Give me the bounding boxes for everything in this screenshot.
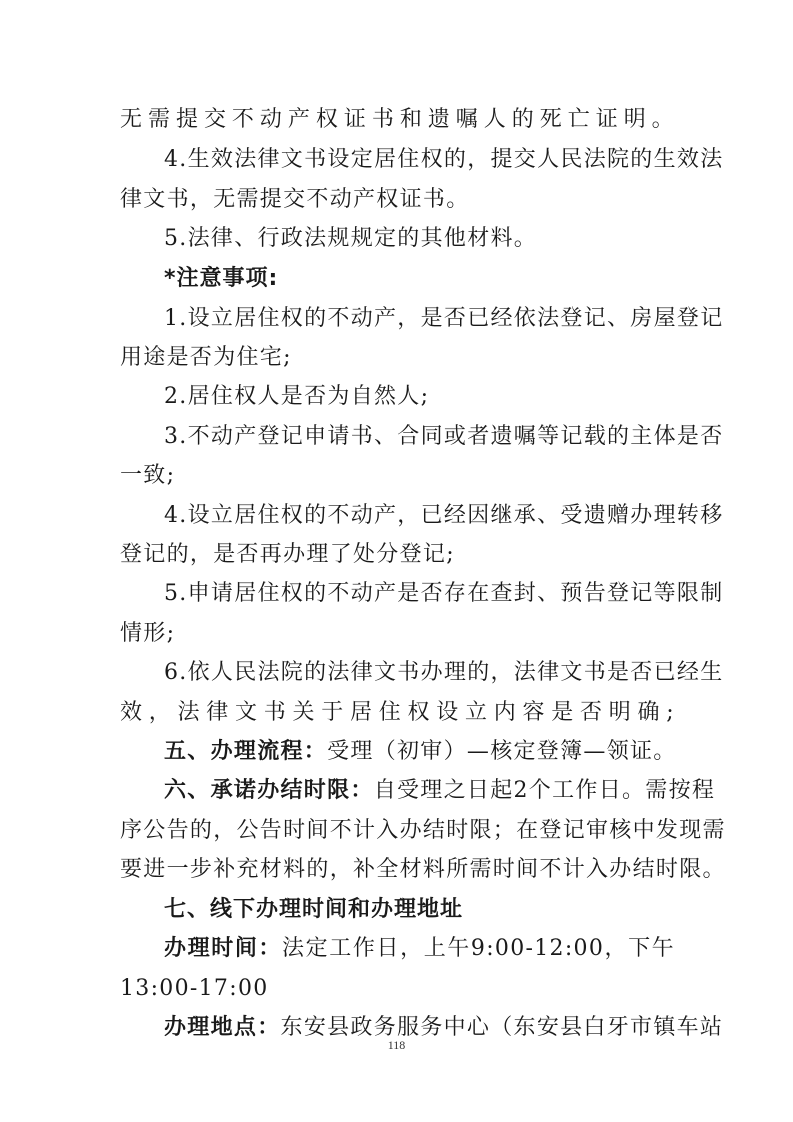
text-line: 情形; <box>120 621 176 646</box>
time-limit-line <box>164 776 716 806</box>
text-line: 5.申请居住权的不动产是否存在查封、预告登记等限制 <box>164 581 724 606</box>
process-line <box>164 737 675 767</box>
process-label: 五、办理流程： <box>164 739 328 764</box>
text-line: 4.设立居住权的不动产，已经因继承、受遗赠办理转移 <box>164 503 724 528</box>
text-line: 效，法律文书关于居住权设立内容是否明确; <box>120 700 675 725</box>
address-label: 办理地点： <box>164 1015 281 1040</box>
process-text: 受理（初审）—核定登簿—领证。 <box>327 739 677 764</box>
text-line: 4.生效法律文书设定居住权的，提交人民法院的生效法 <box>164 147 724 172</box>
text-line: 6.依人民法院的法律文书办理的，法律文书是否已经生 <box>164 660 724 685</box>
office-hours-label: 办理时间： <box>164 936 283 961</box>
text-line: 3.不动产登记申请书、合同或者遗嘱等记载的主体是否 <box>164 424 724 449</box>
office-hours-line <box>164 934 675 964</box>
office-hours-text: 法定工作日，上午9:00-12:00，下午 <box>282 936 675 961</box>
text-line: 无需提交不动产权证书和遗嘱人的死亡证明。 <box>120 107 675 132</box>
section-heading-offline: 七、线下办理时间和办理地址 <box>164 897 464 922</box>
text-line: 登记的，是否再办理了处分登记; <box>120 542 455 567</box>
time-limit-text: 自受理之日起2个工作日。需按程 <box>373 778 716 803</box>
text-line: 一致; <box>120 463 176 488</box>
text-line: 要进一步补充材料的，补全材料所需时间不计入办结时限。 <box>120 857 726 882</box>
text-line: 2.居住权人是否为自然人; <box>164 384 430 409</box>
text-line: 律文书，无需提交不动产权证书。 <box>120 187 470 212</box>
section-heading-notes: *注意事项: <box>164 266 279 291</box>
address-text: 东安县政务服务中心（东安县白牙市镇车站 <box>280 1015 724 1040</box>
text-line: 1.设立居住权的不动产，是否已经依法登记、房屋登记 <box>164 306 724 331</box>
text-line: 5.法律、行政法规规定的其他材料。 <box>164 226 538 251</box>
text-line: 13:00-17:00 <box>120 976 269 1001</box>
page-number: 118 <box>387 1038 406 1052</box>
text-line: 用途是否为住宅; <box>120 345 292 370</box>
time-limit-label: 六、承诺办结时限： <box>164 778 374 803</box>
text-line: 序公告的，公告时间不计入办结时限；在登记审核中发现需 <box>120 818 726 843</box>
